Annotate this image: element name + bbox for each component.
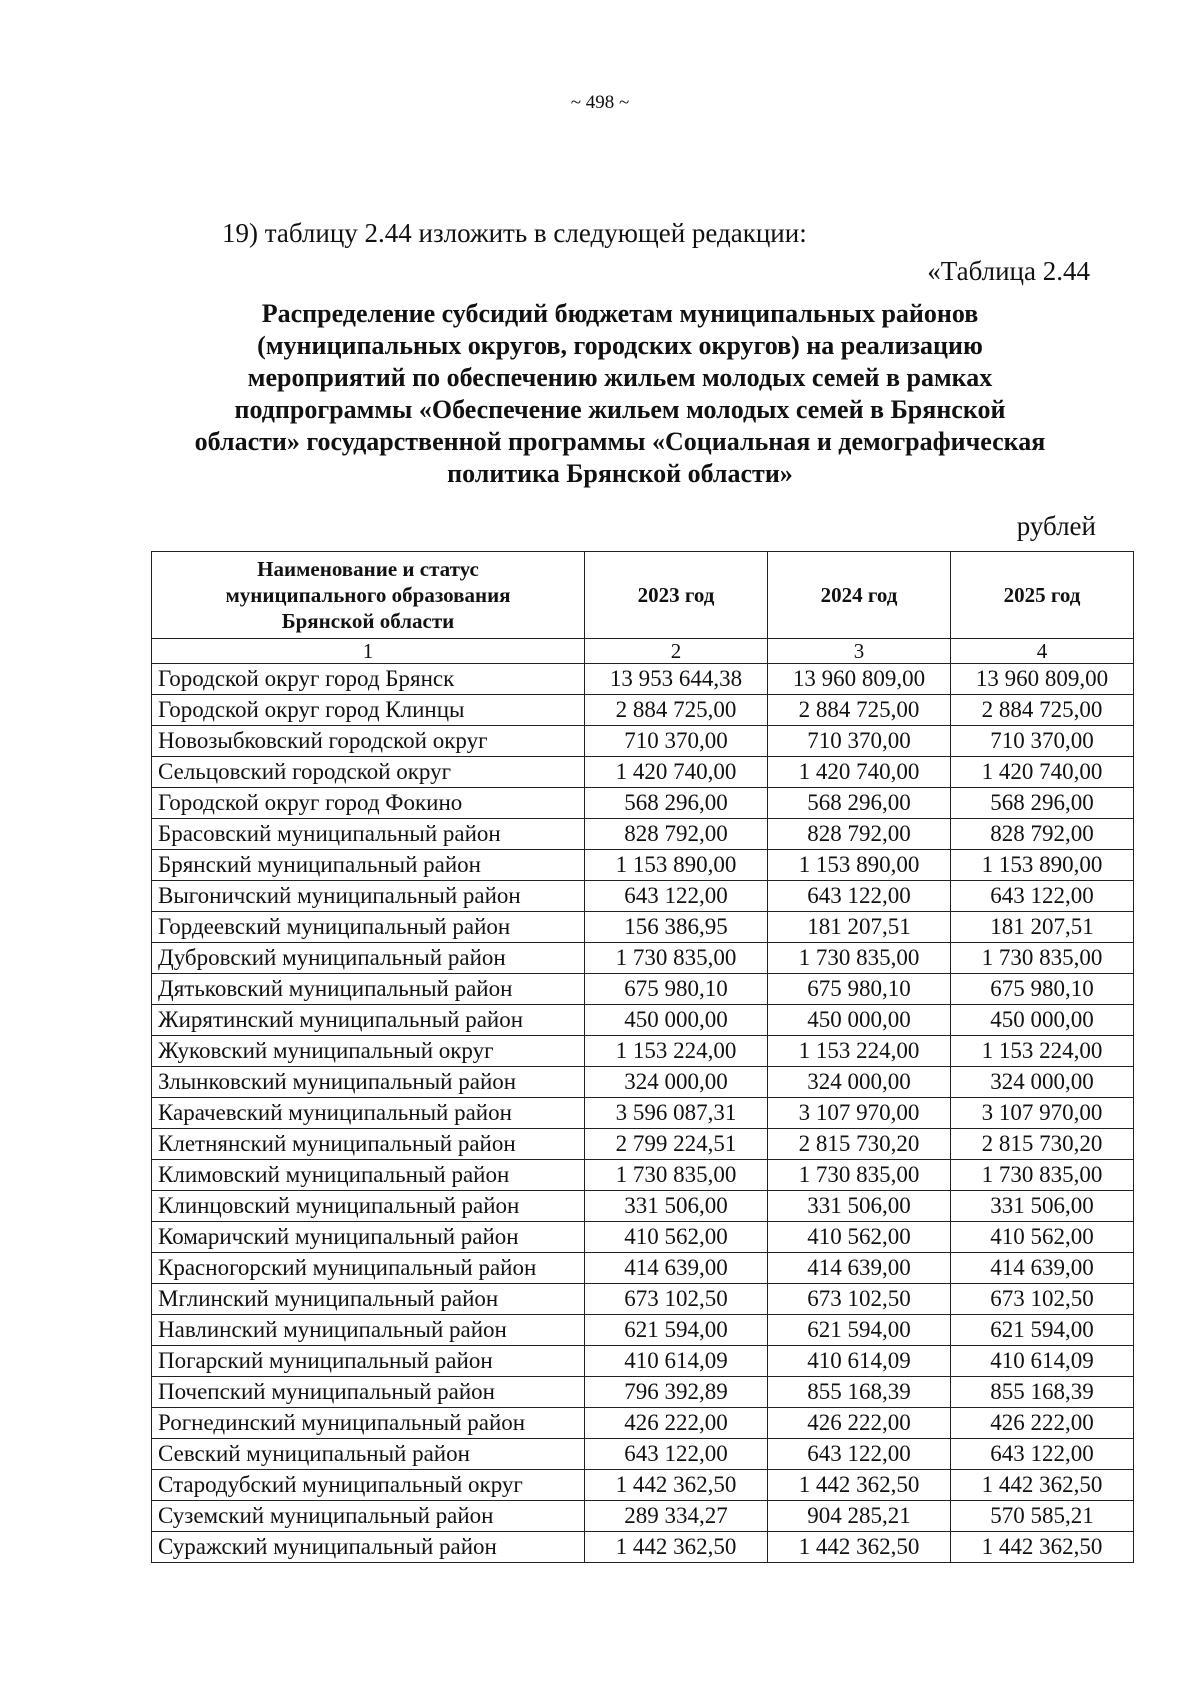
row-2025-cell: 570 585,21 [951, 1501, 1134, 1532]
row-2025-cell: 181 207,51 [951, 912, 1134, 943]
row-2024-cell: 621 594,00 [768, 1315, 951, 1346]
row-2023-cell: 568 296,00 [585, 788, 768, 819]
table-row [152, 757, 1134, 788]
row-2023-cell: 324 000,00 [585, 1067, 768, 1098]
row-2024-cell: 1 442 362,50 [768, 1470, 951, 1501]
row-name-cell: Суземский муниципальный район [152, 1501, 585, 1532]
row-2025-cell: 855 168,39 [951, 1377, 1134, 1408]
row-2024-cell: 410 614,09 [768, 1346, 951, 1377]
row-2025-cell: 414 639,00 [951, 1253, 1134, 1284]
row-name-cell: Выгоничский муниципальный район [152, 881, 585, 912]
table-row [152, 974, 1134, 1005]
row-2024-cell: 1 153 890,00 [768, 850, 951, 881]
row-name-cell: Городской округ город Брянск [152, 664, 585, 695]
table-row [152, 788, 1134, 819]
header-row [152, 552, 1134, 639]
page-number: ~ 498 ~ [570, 92, 630, 113]
row-2025-cell: 1 442 362,50 [951, 1532, 1134, 1563]
table-row [152, 1036, 1134, 1067]
row-2023-cell: 1 442 362,50 [585, 1532, 768, 1563]
row-2023-cell: 796 392,89 [585, 1377, 768, 1408]
row-name-cell: Навлинский муниципальный район [152, 1315, 585, 1346]
table-row [152, 1067, 1134, 1098]
row-2023-cell: 621 594,00 [585, 1315, 768, 1346]
row-2023-cell: 414 639,00 [585, 1253, 768, 1284]
title-line: мероприятий по обеспечению жильем молодых семей в рамках [247, 363, 993, 392]
title-line: области» государственной программы «Социальная и демографическая [194, 427, 1046, 456]
row-2023-cell: 2 884 725,00 [585, 695, 768, 726]
row-2024-cell: 904 285,21 [768, 1501, 951, 1532]
row-2023-cell: 1 730 835,00 [585, 943, 768, 974]
row-2024-cell: 643 122,00 [768, 881, 951, 912]
row-name-cell: Брасовский муниципальный район [152, 819, 585, 850]
row-name-cell: Городской округ город Клинцы [152, 695, 585, 726]
table-row [152, 664, 1134, 695]
table-row [152, 1439, 1134, 1470]
subsidy-table [151, 551, 1134, 1563]
row-name-cell: Севский муниципальный район [152, 1439, 585, 1470]
table-row [152, 1315, 1134, 1346]
row-2024-cell: 13 960 809,00 [768, 664, 951, 695]
row-2023-cell: 13 953 644,38 [585, 664, 768, 695]
table-row [152, 1160, 1134, 1191]
row-2023-cell: 673 102,50 [585, 1284, 768, 1315]
header-2024: 2024 год [768, 552, 951, 639]
row-2025-cell: 2 884 725,00 [951, 695, 1134, 726]
row-name-cell: Клинцовский муниципальный район [152, 1191, 585, 1222]
table-row [152, 726, 1134, 757]
row-2023-cell: 1 442 362,50 [585, 1470, 768, 1501]
table-title [140, 298, 1100, 490]
table-row [152, 1408, 1134, 1439]
intro-text: 19) таблицу 2.44 изложить в следующей редакции: [222, 218, 807, 248]
row-2023-cell: 331 506,00 [585, 1191, 768, 1222]
row-name-cell: Суражский муниципальный район [152, 1532, 585, 1563]
row-name-cell: Комаричский муниципальный район [152, 1222, 585, 1253]
row-2023-cell: 643 122,00 [585, 1439, 768, 1470]
row-2023-cell: 2 799 224,51 [585, 1129, 768, 1160]
row-2023-cell: 410 614,09 [585, 1346, 768, 1377]
row-2025-cell: 1 730 835,00 [951, 1160, 1134, 1191]
row-name-cell: Рогнединский муниципальный район [152, 1408, 585, 1439]
row-2025-cell: 13 960 809,00 [951, 664, 1134, 695]
header-2023: 2023 год [585, 552, 768, 639]
column-number-row [152, 639, 1134, 664]
row-2025-cell: 2 815 730,20 [951, 1129, 1134, 1160]
table-row [152, 1098, 1134, 1129]
table-row [152, 912, 1134, 943]
row-2024-cell: 855 168,39 [768, 1377, 951, 1408]
table-row [152, 819, 1134, 850]
table-row [152, 850, 1134, 881]
row-name-cell: Дятьковский муниципальный район [152, 974, 585, 1005]
title-line: подпрограммы «Обеспечение жильем молодых семей в Брянской [234, 395, 1006, 424]
row-2025-cell: 621 594,00 [951, 1315, 1134, 1346]
header-name-line: муниципального образования [225, 583, 511, 607]
row-name-cell: Климовский муниципальный район [152, 1160, 585, 1191]
table-row [152, 1222, 1134, 1253]
table-row [152, 1284, 1134, 1315]
row-name-cell: Стародубский муниципальный округ [152, 1470, 585, 1501]
header-name-line: Брянской области [281, 609, 455, 633]
row-name-cell: Дубровский муниципальный район [152, 943, 585, 974]
row-2025-cell: 410 614,09 [951, 1346, 1134, 1377]
header-name [152, 552, 585, 639]
row-2025-cell: 1 153 890,00 [951, 850, 1134, 881]
row-2024-cell: 324 000,00 [768, 1067, 951, 1098]
row-2023-cell: 1 730 835,00 [585, 1160, 768, 1191]
row-2025-cell: 331 506,00 [951, 1191, 1134, 1222]
row-2025-cell: 828 792,00 [951, 819, 1134, 850]
row-2025-cell: 450 000,00 [951, 1005, 1134, 1036]
row-2024-cell: 675 980,10 [768, 974, 951, 1005]
row-2024-cell: 2 815 730,20 [768, 1129, 951, 1160]
row-2025-cell: 410 562,00 [951, 1222, 1134, 1253]
header-2025: 2025 год [951, 552, 1134, 639]
column-number: 4 [951, 639, 1134, 664]
row-2023-cell: 289 334,27 [585, 1501, 768, 1532]
table-row [152, 1346, 1134, 1377]
row-name-cell: Клетнянский муниципальный район [152, 1129, 585, 1160]
row-name-cell: Злынковский муниципальный район [152, 1067, 585, 1098]
row-name-cell: Жуковский муниципальный округ [152, 1036, 585, 1067]
row-name-cell: Брянский муниципальный район [152, 850, 585, 881]
title-line: (муниципальных округов, городских округов) на реализацию [257, 331, 983, 360]
row-2024-cell: 181 207,51 [768, 912, 951, 943]
table-row [152, 1377, 1134, 1408]
table-row [152, 1129, 1134, 1160]
column-number: 2 [585, 639, 768, 664]
currency-unit: рублей [1016, 511, 1096, 541]
row-name-cell: Карачевский муниципальный район [152, 1098, 585, 1129]
row-2023-cell: 1 153 890,00 [585, 850, 768, 881]
row-2025-cell: 3 107 970,00 [951, 1098, 1134, 1129]
table-row [152, 881, 1134, 912]
row-2025-cell: 1 153 224,00 [951, 1036, 1134, 1067]
row-name-cell: Городской округ город Фокино [152, 788, 585, 819]
row-2024-cell: 1 730 835,00 [768, 943, 951, 974]
row-2024-cell: 643 122,00 [768, 1439, 951, 1470]
table-row [152, 1470, 1134, 1501]
row-2025-cell: 710 370,00 [951, 726, 1134, 757]
row-2024-cell: 828 792,00 [768, 819, 951, 850]
row-2024-cell: 426 222,00 [768, 1408, 951, 1439]
row-name-cell: Красногорский муниципальный район [152, 1253, 585, 1284]
row-name-cell: Жирятинский муниципальный район [152, 1005, 585, 1036]
row-2023-cell: 1 420 740,00 [585, 757, 768, 788]
column-number: 1 [152, 639, 585, 664]
row-2023-cell: 710 370,00 [585, 726, 768, 757]
title-line: политика Брянской области» [447, 459, 793, 488]
row-2024-cell: 450 000,00 [768, 1005, 951, 1036]
row-name-cell: Мглинский муниципальный район [152, 1284, 585, 1315]
row-2024-cell: 568 296,00 [768, 788, 951, 819]
table-row [152, 1005, 1134, 1036]
table-row [152, 1532, 1134, 1563]
column-number: 3 [768, 639, 951, 664]
row-2024-cell: 3 107 970,00 [768, 1098, 951, 1129]
row-name-cell: Погарский муниципальный район [152, 1346, 585, 1377]
row-2025-cell: 324 000,00 [951, 1067, 1134, 1098]
row-2024-cell: 1 730 835,00 [768, 1160, 951, 1191]
row-2023-cell: 675 980,10 [585, 974, 768, 1005]
row-2024-cell: 331 506,00 [768, 1191, 951, 1222]
table-body [152, 664, 1134, 1563]
row-2025-cell: 643 122,00 [951, 881, 1134, 912]
row-2023-cell: 156 386,95 [585, 912, 768, 943]
row-2025-cell: 673 102,50 [951, 1284, 1134, 1315]
row-2024-cell: 710 370,00 [768, 726, 951, 757]
table-row [152, 1253, 1134, 1284]
table-row [152, 1191, 1134, 1222]
row-2024-cell: 1 153 224,00 [768, 1036, 951, 1067]
row-2023-cell: 410 562,00 [585, 1222, 768, 1253]
row-2025-cell: 568 296,00 [951, 788, 1134, 819]
row-2025-cell: 426 222,00 [951, 1408, 1134, 1439]
row-2023-cell: 643 122,00 [585, 881, 768, 912]
row-name-cell: Почепский муниципальный район [152, 1377, 585, 1408]
row-2024-cell: 1 420 740,00 [768, 757, 951, 788]
row-2023-cell: 828 792,00 [585, 819, 768, 850]
row-2023-cell: 426 222,00 [585, 1408, 768, 1439]
row-2025-cell: 1 420 740,00 [951, 757, 1134, 788]
table-reference: «Таблица 2.44 [927, 256, 1090, 286]
row-name-cell: Сельцовский городской округ [152, 757, 585, 788]
row-2024-cell: 410 562,00 [768, 1222, 951, 1253]
row-2023-cell: 450 000,00 [585, 1005, 768, 1036]
row-name-cell: Гордеевский муниципальный район [152, 912, 585, 943]
title-line: Распределение субсидий бюджетам муниципальных районов [261, 299, 979, 328]
row-2025-cell: 1 730 835,00 [951, 943, 1134, 974]
row-2023-cell: 3 596 087,31 [585, 1098, 768, 1129]
row-name-cell: Новозыбковский городской округ [152, 726, 585, 757]
row-2024-cell: 2 884 725,00 [768, 695, 951, 726]
table-row [152, 943, 1134, 974]
row-2024-cell: 1 442 362,50 [768, 1532, 951, 1563]
row-2024-cell: 414 639,00 [768, 1253, 951, 1284]
table-row [152, 1501, 1134, 1532]
row-2025-cell: 1 442 362,50 [951, 1470, 1134, 1501]
row-2023-cell: 1 153 224,00 [585, 1036, 768, 1067]
table-row [152, 695, 1134, 726]
row-2025-cell: 643 122,00 [951, 1439, 1134, 1470]
header-name-line: Наименование и статус [257, 557, 479, 581]
row-2024-cell: 673 102,50 [768, 1284, 951, 1315]
row-2025-cell: 675 980,10 [951, 974, 1134, 1005]
